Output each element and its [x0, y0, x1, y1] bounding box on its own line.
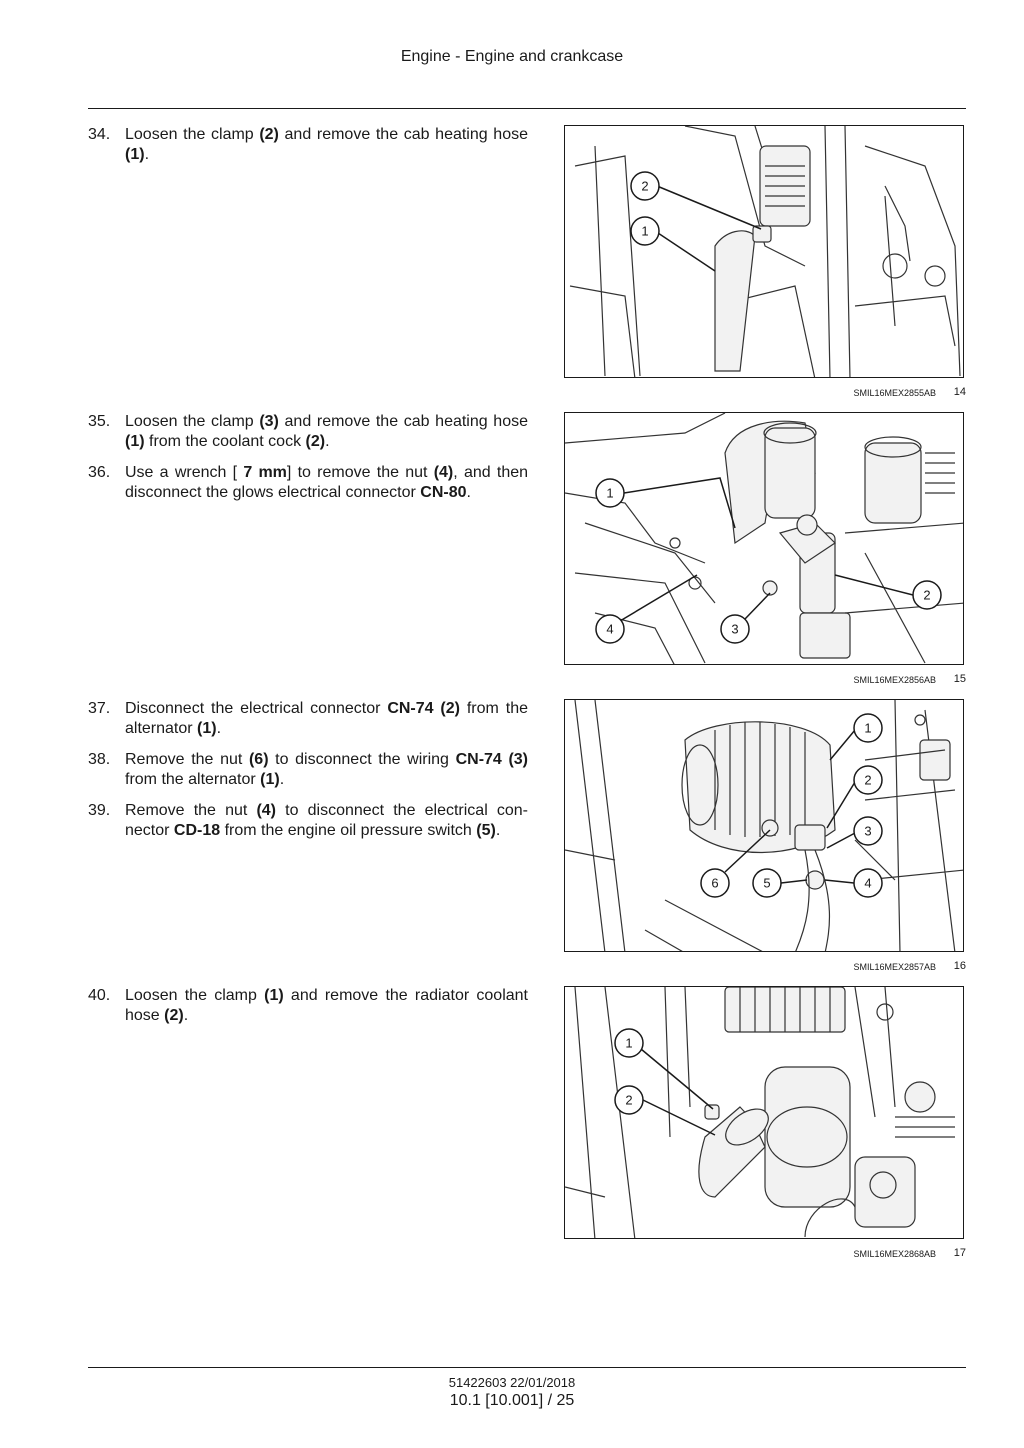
- step-number: 34.: [88, 126, 111, 143]
- header-divider: [88, 108, 966, 109]
- step-40: [88, 986, 528, 1026]
- step-36: [88, 463, 528, 503]
- step-number: 36.: [88, 464, 111, 481]
- footer-document-code: 51422603 22/01/2018: [448, 1375, 576, 1390]
- callout-4: [825, 869, 882, 897]
- svg-text:2: 2: [864, 772, 872, 788]
- callout-ref: (2): [259, 126, 279, 143]
- step-text: .: [183, 1007, 189, 1024]
- step-text: Remove the nut: [125, 802, 257, 819]
- svg-text:4: 4: [864, 875, 872, 891]
- step-list: [88, 125, 528, 176]
- callout-ref: (1): [260, 771, 280, 788]
- svg-text:2: 2: [923, 587, 931, 603]
- step-text: to disconnect the electrical con- nector: [125, 802, 528, 839]
- figure-code: SMIL16MEX2857AB: [853, 962, 936, 972]
- svg-text:1: 1: [625, 1035, 633, 1051]
- callout-ref: (6): [248, 751, 269, 768]
- step-number: 39.: [88, 802, 111, 819]
- step-text: from the alternator: [125, 771, 261, 788]
- step-text: Use a wrench [: [125, 464, 244, 481]
- callout-1: [631, 217, 715, 271]
- step-text: .: [495, 822, 501, 839]
- step-text: .: [325, 433, 330, 450]
- step-text: ] to remove the nut: [286, 464, 434, 481]
- callout-3: [721, 593, 770, 643]
- figure-17-illustration: [564, 986, 964, 1239]
- step-35: [88, 412, 528, 452]
- figure-code: SMIL16MEX2855AB: [853, 388, 936, 398]
- figure-14-illustration: [564, 125, 964, 378]
- svg-text:3: 3: [864, 823, 872, 839]
- step-text: from the coolant cock: [144, 433, 306, 450]
- step-text: Loosen the clamp: [125, 987, 265, 1004]
- figure-number: 14: [953, 386, 966, 398]
- callout-2: [835, 575, 941, 609]
- callout-ref: (5): [476, 822, 496, 839]
- callout-ref: (4): [256, 802, 277, 819]
- footer-divider: [88, 1367, 966, 1368]
- callout-2: [615, 1086, 715, 1135]
- footer-page-number: 10.1 [10.001] / 25: [449, 1392, 575, 1409]
- callout-ref: (1): [125, 146, 145, 163]
- callout-ref: (1): [125, 433, 145, 450]
- tool-size: 7 mm: [243, 464, 287, 481]
- step-text: from the alternator: [125, 700, 528, 737]
- step-number: 37.: [88, 700, 111, 717]
- callout-3: [827, 817, 882, 848]
- figure-number: 17: [953, 1247, 966, 1259]
- step-text: and remove the radiator coolant hose: [125, 987, 529, 1024]
- step-list: [88, 986, 528, 1037]
- step-text: , and then disconnect the glows electrical connector: [125, 464, 529, 501]
- svg-text:1: 1: [864, 720, 872, 736]
- connector-ref: CN-80: [420, 484, 467, 501]
- step-text: from the engine oil pressure switch: [220, 822, 477, 839]
- step-list: [88, 699, 528, 852]
- svg-text:3: 3: [731, 621, 739, 637]
- step-text: and remove the cab heating hose: [278, 413, 528, 430]
- figure-15-illustration: [564, 412, 964, 665]
- callout-5: [753, 869, 807, 897]
- callout-ref: (2): [164, 1007, 184, 1024]
- step-number: 38.: [88, 751, 111, 768]
- step-text: Loosen the clamp: [125, 126, 260, 143]
- step-text: Disconnect the electrical connector: [125, 700, 388, 717]
- callout-ref: (1): [197, 720, 217, 737]
- step-text: Loosen the clamp: [125, 413, 260, 430]
- step-34: [88, 125, 528, 165]
- step-list: [88, 412, 528, 514]
- step-text: to disconnect the wiring: [268, 751, 456, 768]
- callout-1: [830, 714, 882, 760]
- page-header-title: Engine - Engine and crankcase: [400, 48, 624, 65]
- callout-1: [596, 478, 735, 528]
- callout-ref: (3): [259, 413, 279, 430]
- step-text: and remove the cab heating hose: [278, 126, 528, 143]
- svg-text:2: 2: [641, 178, 649, 194]
- svg-text:4: 4: [606, 621, 614, 637]
- step-text: Remove the nut: [125, 751, 249, 768]
- step-38: [88, 750, 528, 790]
- step-37: [88, 699, 528, 739]
- step-text: .: [216, 720, 222, 737]
- step-39: [88, 801, 528, 841]
- connector-ref: CN-74 (2): [387, 700, 460, 717]
- figure-code: SMIL16MEX2856AB: [853, 675, 936, 685]
- step-text: .: [466, 484, 471, 501]
- callout-4: [596, 575, 697, 643]
- svg-text:1: 1: [606, 485, 614, 501]
- connector-ref: CN-74 (3): [455, 751, 529, 768]
- figure-16-illustration: [564, 699, 964, 952]
- step-number: 40.: [88, 987, 111, 1004]
- svg-text:6: 6: [711, 875, 719, 891]
- figure-code: SMIL16MEX2868AB: [853, 1249, 936, 1259]
- svg-text:5: 5: [763, 875, 771, 891]
- svg-text:1: 1: [641, 223, 649, 239]
- callout-ref: (2): [305, 433, 326, 450]
- svg-text:2: 2: [625, 1092, 633, 1108]
- step-number: 35.: [88, 413, 111, 430]
- step-text: .: [144, 146, 150, 163]
- figure-number: 16: [953, 960, 966, 972]
- figure-number: 15: [953, 673, 966, 685]
- connector-ref: CD-18: [173, 822, 221, 839]
- callout-ref: (4): [433, 464, 454, 481]
- callout-ref: (1): [264, 987, 284, 1004]
- step-text: .: [279, 771, 285, 788]
